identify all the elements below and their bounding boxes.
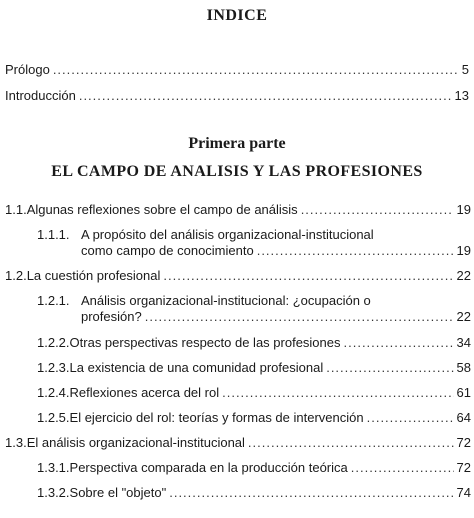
toc-page-number: 13 [454,88,469,103]
dot-leader [248,435,454,451]
toc-entry-label-continued: como campo de conocimiento [81,243,254,258]
toc-page-number: 22 [456,268,471,283]
part-title: EL CAMPO DE ANALISIS Y LAS PROFESIONES [51,163,423,180]
toc-entry-label: El análisis organizacional-institucional [26,435,245,450]
dot-leader [257,243,454,259]
toc-entry-label: Sobre el "objeto" [69,485,167,500]
toc-entry-label: Perspectiva comparada en la producción teórica [69,460,348,475]
toc-entry-number: 1.2.5. [37,410,70,425]
toc-entry-label: La existencia de una comunidad profesional [69,360,324,375]
toc-entry-number: 1.3.1. [37,460,70,475]
toc-entry-label: El ejercicio del rol: teorías y formas de intervención [69,410,364,425]
toc-entry-1-3-2[interactable] [37,485,471,501]
dot-leader [163,268,453,284]
toc-entry-number: 1.2.3. [37,360,70,375]
toc-entry-prologo[interactable] [5,62,469,78]
toc-entry-1-3-1[interactable] [37,460,471,476]
toc-page-number: 58 [456,360,471,375]
toc-entry-label-continued: profesión? [81,309,142,324]
toc-entry-1-2-3[interactable] [37,360,471,376]
toc-entry-1-1[interactable] [5,202,471,218]
toc-entry-1-1-1[interactable] [37,227,471,259]
toc-page-number: 61 [456,385,471,400]
toc-page-number: 34 [456,335,471,350]
toc-entry-1-3[interactable] [5,435,471,451]
dot-leader [344,335,454,351]
toc-page-number: 19 [456,202,471,217]
toc-entry-label: A propósito del análisis organizacional-institucional [81,227,374,242]
toc-entry-number: 1.1.1. [37,227,70,242]
toc-entry-label: Reflexiones acerca del rol [69,385,220,400]
dot-leader [169,485,453,501]
dot-leader [351,460,454,476]
toc-entry-number: 1.3. [5,435,27,450]
toc-entry-number: 1.2. [5,268,27,283]
dot-leader [79,88,452,104]
toc-entry-number: 1.2.2. [37,335,70,350]
toc-page-number: 5 [461,62,469,77]
toc-entry-introduccion[interactable] [5,88,469,104]
dot-leader [367,410,454,426]
toc-entry-1-2-2[interactable] [37,335,471,351]
toc-entry-label: Análisis organizacional-institucional: ¿ocupación o [81,293,371,308]
toc-entry-1-2-5[interactable] [37,410,471,426]
toc-entry-label: Prólogo [5,62,50,77]
dot-leader [326,360,453,376]
dot-leader [145,309,454,325]
toc-page-number: 74 [456,485,471,500]
dot-leader [222,385,453,401]
toc-entry-label: La cuestión profesional [26,268,161,283]
part-label: Primera parte [188,135,286,152]
dot-leader [53,62,459,78]
toc-entry-label: Algunas reflexiones sobre el campo de análisis [26,202,298,217]
toc-entry-label: Introducción [5,88,76,103]
dot-leader [301,202,454,218]
toc-entry-1-2-4[interactable] [37,385,471,401]
toc-entry-number: 1.1. [5,202,27,217]
toc-entry-1-2-1[interactable] [37,293,471,325]
toc-entry-1-2[interactable] [5,268,471,284]
toc-page-number: 64 [456,410,471,425]
toc-entry-label: Otras perspectivas respecto de las profesiones [69,335,341,350]
toc-entry-number: 1.2.1. [37,293,70,308]
page-title: INDICE [206,7,268,24]
toc-page-number: 19 [456,243,471,258]
toc-page-number: 22 [456,309,471,324]
toc-page-number: 72 [456,435,471,450]
toc-entry-number: 1.3.2. [37,485,70,500]
toc-page-number: 72 [456,460,471,475]
toc-entry-number: 1.2.4. [37,385,70,400]
